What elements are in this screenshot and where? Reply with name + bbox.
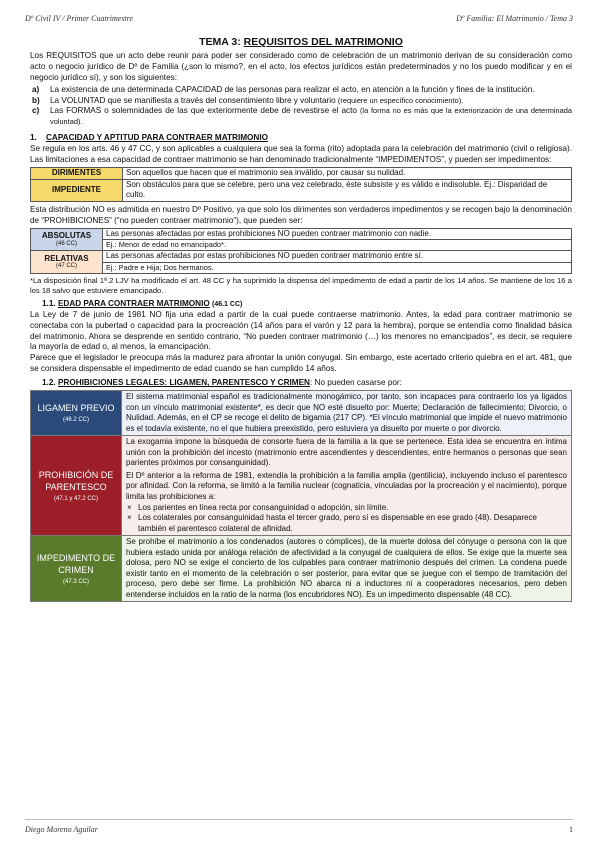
legal-prohibition-type bbox=[31, 536, 122, 602]
requirement-label: b) bbox=[32, 95, 40, 105]
impediment-description: Son aquellos que hacen que el matrimonio sea inválido, por causar su nulidad. bbox=[123, 168, 572, 180]
legal-prohibition-paragraph: El Dº anterior a la reforma de 1981, extendía la prohibición a la familia amplia (gentilicia), incluyendo incluso el parentesco por afinidad. Con la reforma, se limitó a la familia nuclear (cognaticia, vinculadas por la procreación y el nacimiento), porque limita las prohibiciones a: bbox=[126, 470, 567, 501]
prohibition-ref: (47 CC) bbox=[55, 263, 77, 270]
prohibition-description: Las personas afectadas por estas prohibiciones NO pueden contraer matrimonio con nadie. bbox=[103, 228, 572, 240]
page-footer bbox=[25, 825, 573, 837]
header-right: Dº Familia: El Matrimonio / Tema 3 bbox=[456, 14, 573, 23]
legal-prohibition-label: PROHIBICIÓN DE PARENTESCO bbox=[38, 469, 114, 492]
footer-rule bbox=[25, 819, 573, 820]
prohibition-example-row bbox=[31, 240, 572, 251]
impediment-type: DIRIMENTES bbox=[31, 168, 123, 180]
legal-prohibition-bullet bbox=[126, 513, 567, 534]
legal-prohibition-paragraph: Se prohíbe el matrimonio a los condenados (autores o cómplices), de la muerte dolosa del cónyuge o persona con la que hubiera estado unida por análoga relación de afectividad a la conyugal de cualquiera de ellos. Se exige que la muerte sea dolosa, pero NO se exige el concierto de los culpables para contraer matrimonio después del crimen. La condena puede existir tanto en el momento de la celebración o ser posterior, para evitar que se juegue con el tiempo de tramitación del proceso, pero debe ser firme. La prohibición NO abarca ni a inductores ni a cooperadores necesarios, pero deben entenderse incluidos en la ratio de la norma (los encubridores NO). Es un impedimento dispensable (48 CC). bbox=[126, 537, 567, 599]
impediment-row bbox=[31, 168, 572, 180]
intro-paragraph: Los REQUISITOS que un acto debe reunir para poder ser considerado como de celebración de un matrimonio derivan de su consideración como acto o negocio jurídico de Dº de Familia (¿son lo mismo?, en el acto, los efectos jurídicos están predeterminados y no los puedo modificar y en el negocio jurídico sí), y son los siguientes: bbox=[30, 50, 572, 82]
document-body bbox=[30, 36, 572, 602]
requirement-text: Las FORMAS o solemnidades de las que exteriormente debe de revestirse el acto bbox=[50, 106, 360, 116]
page-header bbox=[25, 14, 573, 28]
legal-prohibitions-table bbox=[30, 390, 572, 602]
legal-prohibition-ref: (46.2 CC) bbox=[62, 417, 89, 424]
legal-prohibition-row bbox=[31, 536, 572, 602]
legal-prohibition-row bbox=[31, 436, 572, 536]
bullet-text: Los colaterales por consanguinidad hasta el tercer grado, pero sí es dispensable en ese grado (48). Desaparece también el parentesco colateral de afinidad. bbox=[138, 513, 537, 533]
legal-prohibition-type bbox=[31, 391, 122, 436]
legal-prohibition-paragraph: La exogamia impone la búsqueda de consorte fuera de la familia a la que se pertenece. Esta idea se encuentra en íntima unión con la prohibición del incesto (matrimonio entre ascendientes y descendientes, entre hermanos o personas que sean parientes próximos por consanguinidad). bbox=[126, 437, 567, 468]
legal-prohibition-bullet bbox=[126, 503, 567, 514]
requirement-note: (requiere un específico conocimiento). bbox=[337, 95, 464, 105]
footer-author: Diego Moreno Aguilar bbox=[25, 825, 98, 834]
header-left: Dº Civil IV / Primer Cuatrimestre bbox=[25, 14, 134, 23]
requirement-text: La existencia de una determinada CAPACIDAD de las personas para realizar el acto, en atención a la función y fines de la institución. bbox=[50, 84, 535, 94]
page-title: TEMA 3: REQUISITOS DEL MATRIMONIO bbox=[199, 36, 403, 48]
requirement-label: c) bbox=[32, 106, 40, 116]
prohibition-example: Ej.: Padre e Hija; Dos hermanos. bbox=[103, 262, 572, 273]
prohibition-row bbox=[31, 228, 572, 240]
page-number: 1 bbox=[569, 825, 573, 834]
legal-prohibition-type bbox=[31, 436, 122, 536]
legal-prohibition-content bbox=[122, 391, 572, 436]
legal-prohibition-paragraph: El sistema matrimonial español es tradicionalmente monogámico, por tanto, son incapaces para contraerlo los ya ligados con un vínculo matrimonial existente*, es decir que NO esté disuelto por: Muerte; Declaración de fallecimiento; Divorcio, o Nulidad. Además, en el CP se recoge el delito de bigamia (217 CP). *El vínculo matrimonial que impide el nuevo matrimonio es el todavía existente, no el que hubiera preexistido, pero estuviera ya disuelto por muerte o por divorcio. bbox=[126, 392, 567, 433]
section-1-paragraph: Se regula en los arts. 46 y 47 CC, y son aplicables a cualquiera que sea la forma (rito) adoptada para la celebración del matrimonio (civil o religiosa). Las limitaciones a esa capacidad de contraer matrimonio se han denominado tradicionalmente “IMPEDIMENTOS”, y pueden ser impedimentos: bbox=[30, 144, 572, 165]
requirement-item bbox=[30, 96, 572, 107]
prohibition-example-row bbox=[31, 262, 572, 273]
requirement-label: a) bbox=[32, 84, 40, 94]
section-1-1-paragraph: La Ley de 7 de junio de 1981 NO fija una edad a partir de la cual puede contraerse matrimonio. Antes, la edad para contraer matrimonio se conectaba con la pubertad o capacidad para la procreación (14 años para el varón y 12 para la hembra), porque se entendía como finalidad básica del matrimonio. Ahora se desprende en sentido contrario, “No pueden contraer matrimonio (…) los menores no emancipados”, es decir, se requiere la mayoría de edad o, al menos, la emancipación. bbox=[30, 309, 572, 352]
footnote: *La disposición final 1ª.2 LJV ha modificado el art. 48 CC y ha suprimido la dispensa del impedimento de edad a partir de los 14 años. Se mantiene de los 16 a los 18 salvo que estuviere emancipado. bbox=[30, 275, 572, 295]
prohibition-description: Las personas afectadas por estas prohibiciones NO pueden contraer matrimonio entre sí. bbox=[103, 251, 572, 263]
prohibitions-table bbox=[30, 228, 572, 274]
legal-prohibition-content bbox=[122, 436, 572, 536]
section-1-2-heading: 1.2. PROHIBICIONES LEGALES: LIGAMEN, PARENTESCO Y CRIMEN: No pueden casarse por: bbox=[42, 378, 402, 388]
requirement-item bbox=[30, 85, 572, 96]
impediment-row bbox=[31, 179, 572, 201]
prohibition-example: Ej.: Menor de edad no emancipado*. bbox=[103, 240, 572, 251]
section-1-1-paragraph-2: Parece que el legislador le preocupa más la madurez para afrontar la unión conyugal. Sin embargo, este acertado criterio quiebra en el art. 481, que se considera dispensable el impedimento de edad cuando se han cumplido 14 años. bbox=[30, 353, 572, 374]
legal-prohibition-content bbox=[122, 536, 572, 602]
section-1-heading: 1. CAPACIDAD Y APTITUD PARA CONTRAER MATRIMONIO bbox=[30, 133, 268, 143]
bullet-mark: × bbox=[127, 513, 132, 523]
prohibition-row bbox=[31, 251, 572, 263]
requirements-list bbox=[30, 85, 572, 129]
prohibition-type bbox=[31, 228, 103, 250]
section-1-1-heading: 1.1. EDAD PARA CONTRAER MATRIMONIO (46.1 CC) bbox=[42, 298, 243, 308]
legal-prohibition-row bbox=[31, 391, 572, 436]
requirement-item bbox=[30, 106, 572, 128]
legal-prohibition-label: LIGAMEN PREVIO bbox=[37, 403, 115, 414]
prohibition-label: RELATIVAS bbox=[44, 253, 89, 263]
prohibition-ref: (46 CC) bbox=[55, 240, 77, 247]
requirement-note: (la forma no es más que la exteriorización de una determinada voluntad). bbox=[50, 106, 572, 127]
bullet-text: Los parientes en línea recta por consanguinidad o adopción, sin límite. bbox=[138, 502, 389, 512]
legal-prohibition-label: IMPEDIMENTO DE CRIMEN bbox=[36, 552, 116, 575]
bullet-mark: × bbox=[127, 502, 132, 512]
section-1-paragraph-2: Esta distribución NO es admitida en nuestro Dº Positivo, ya que solo los dirimentes son verdaderos impedimentos y se recogen bajo la denominación de “PROHIBICIONES” (“no pueden contraer matrimonio”), que pueden ser: bbox=[30, 204, 572, 225]
requirement-text: La VOLUNTAD que se manifiesta a través del consentimiento libre y voluntario bbox=[50, 95, 338, 105]
legal-prohibition-ref: (47.3 CC) bbox=[62, 578, 89, 585]
impediments-table bbox=[30, 167, 572, 202]
legal-prohibition-ref: (47.1 y 47.2 CC) bbox=[53, 495, 99, 502]
prohibition-label: ABSOLUTAS bbox=[41, 231, 92, 241]
impediment-description: Son obstáculos para que se celebre, pero una vez celebrado, éste subsiste y es válido e indisoluble. Ej.: Disparidad de culto. bbox=[123, 179, 572, 201]
prohibition-type bbox=[31, 251, 103, 273]
impediment-type: IMPEDIENTE bbox=[31, 179, 123, 201]
